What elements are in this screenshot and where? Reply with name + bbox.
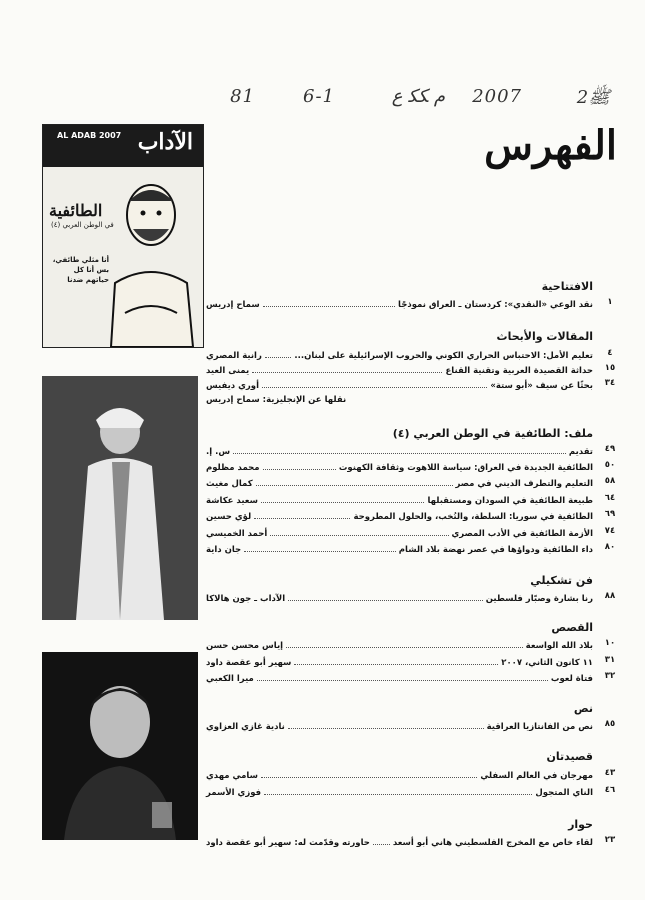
entry-title: طبيعة الطائفية في السودان ومستقبلها [427, 496, 593, 506]
toc-entry[interactable] [206, 785, 621, 799]
leader-dots [256, 476, 453, 486]
leader-dots [244, 542, 396, 552]
entry-author: سامي مهدي [206, 771, 258, 781]
entry-title: ١١ كانون الثاني، ٢٠٠٧ [501, 658, 593, 668]
page-number: ٦٤ [604, 493, 616, 503]
page-number: ٣٤ [604, 378, 616, 388]
leader-dots [263, 460, 336, 470]
leader-dots [373, 835, 390, 845]
page-number: ٨٥ [604, 719, 616, 729]
entry-author: سعيد عكاشة [206, 496, 258, 506]
handwritten-fragment: 2007 [472, 86, 522, 107]
magazine-cover-image [42, 124, 204, 348]
toc-entry[interactable] [206, 655, 621, 669]
leader-dots [294, 655, 498, 665]
leader-dots [261, 768, 477, 778]
page-number: ٣١ [604, 655, 616, 665]
cover-logo: الآداب [137, 129, 193, 155]
section-heading: القصص [551, 621, 593, 634]
page-number: ٥٠ [604, 460, 616, 470]
entry-author: سهير أبو عقصة داود [206, 658, 292, 668]
entry-author: لؤي حسين [206, 512, 252, 522]
entry-title: الطائفية في سوريا: السلطة، والنُخب، والحلول المطروحة [353, 512, 593, 522]
handwritten-fragment: 81 [230, 86, 255, 107]
toc-entry[interactable] [206, 363, 621, 377]
entry-author: إياس محسن حسن [206, 641, 284, 651]
toc-entry[interactable] [206, 768, 621, 782]
entry-author: كمال مغيث [206, 479, 253, 489]
page-title: الفهرس [484, 122, 617, 169]
entry-author: رانية المصري [206, 351, 262, 361]
entry-title: فتاة لعوب [550, 674, 593, 684]
page-number: ٤٣ [604, 768, 616, 778]
page-number: ٣٢ [604, 671, 616, 681]
leader-dots [263, 297, 395, 307]
section-heading: نص [573, 702, 593, 715]
page-number: ٤٦ [604, 785, 616, 795]
portrait-photo-1 [42, 376, 198, 620]
entry-title: تقديم [568, 447, 593, 457]
toc-entry[interactable] [206, 348, 621, 362]
cover-latin-title: AL ADAB 2007 [57, 131, 122, 140]
leader-dots [252, 363, 442, 373]
leader-dots [261, 493, 424, 503]
toc-entry[interactable] [206, 591, 621, 605]
page-number: ٧٤ [604, 526, 616, 536]
entry-title: الطائفية الجديدة في العراق: سياسة اللاهوت وثقافة الكهنوت [338, 463, 593, 473]
page-number: ١ [607, 297, 613, 307]
entry-title: رنا بشارة وصبّار فلسطين [485, 594, 593, 604]
entry-title: تعليم الأمل: الاحتباس الحراري الكوني والحروب الإسرائيلية على لبنان... [294, 351, 593, 361]
cover-illustration [103, 173, 203, 347]
toc-entry[interactable] [206, 719, 621, 733]
entry-title: الناي المتجول [535, 788, 593, 798]
leader-dots [288, 719, 484, 729]
leader-dots [254, 509, 350, 519]
handwritten-fragment: م ﻜﻜ ع [391, 86, 445, 107]
toc-entry[interactable] [206, 835, 621, 849]
toc-entry[interactable] [206, 297, 621, 311]
page-number: ٦٩ [604, 509, 616, 519]
handwritten-fragment: ﷺ2 [576, 87, 610, 108]
portrait-photo-2 [42, 652, 198, 840]
entry-author: جان داية [206, 545, 242, 555]
leader-dots [264, 785, 532, 795]
entry-title: نص من الفانتازيا العراقية [486, 722, 593, 732]
toc-entry[interactable] [206, 444, 621, 458]
toc-entry[interactable] [206, 526, 621, 540]
entry-title: التعليم والتطرف الديني في مصر [455, 479, 593, 489]
page-number: ٨٠ [604, 542, 616, 552]
entry-author: يمنى العيد [206, 366, 250, 376]
entry-author: محمد مظلوم [206, 463, 260, 473]
handwritten-fragment: 6-1 [303, 86, 335, 107]
leader-dots [288, 591, 483, 601]
leader-dots [233, 444, 566, 454]
section-heading: المقالات والأبحاث [496, 330, 593, 343]
toc-entry[interactable] [206, 493, 621, 507]
leader-dots [286, 638, 523, 648]
section-heading: قصيدتان [546, 750, 593, 763]
leader-dots [270, 526, 448, 536]
section-heading: فن تشكيلي [530, 574, 593, 587]
entry-title: حداثة القصيدة العربية وتقنية القناع [445, 366, 593, 376]
entry-title: داء الطائفية ودواؤها في عصر نهضة بلاد الشام [398, 545, 593, 555]
section-heading: ملف: الطائفية في الوطن العربي (٤) [392, 427, 593, 440]
entry-author: س. إ. [206, 447, 231, 457]
page-number: ١٥ [604, 363, 616, 373]
entry-author: الآداب ـ جون هالاكا [206, 594, 286, 604]
toc-entry[interactable] [206, 638, 621, 652]
page-number: ٢٣ [604, 835, 616, 845]
handwritten-note [230, 86, 610, 112]
entry-author: نادية غازي العزاوي [206, 722, 285, 732]
page-number: ٤ [607, 348, 613, 358]
page-number: ٨٨ [604, 591, 616, 601]
toc-entry[interactable] [206, 671, 621, 685]
leader-dots [262, 378, 487, 388]
entry-title: نقد الوعي «النقدي»: كردستان ـ العراق نموذجًا [398, 300, 593, 310]
leader-dots [265, 348, 292, 358]
section-heading: حوار [568, 818, 593, 831]
page-number: ١٠ [604, 638, 616, 648]
entry-title: بحثًا عن سيف «أبو ستة» [490, 381, 593, 391]
entry-title: الأزمة الطائفية في الأدب المصري [451, 529, 593, 539]
toc-entry[interactable] [206, 476, 621, 490]
page-number: ٥٨ [604, 476, 616, 486]
entry-author: أحمد الخميسي [206, 529, 268, 539]
cover-headline: الطائفية [49, 201, 103, 220]
cover-quote: أنا مثلي طائفي، بس أنا كل حياتهم ضدنا [52, 256, 109, 284]
entry-author: حاورته وقدّمت له: سهير أبو عقصة داود [206, 838, 370, 848]
entry-author: ميرا الكعبي [206, 674, 254, 684]
toc-entry[interactable] [206, 542, 621, 556]
entry-author: سماح إدريس [206, 300, 260, 310]
leader-dots [257, 671, 548, 681]
section-heading: الافتتاحية [541, 280, 593, 293]
entry-title: مهرجان في العالم السفلي [480, 771, 593, 781]
entry-title: بلاد الله الواسعة [525, 641, 593, 651]
page-number: ٤٩ [604, 444, 616, 454]
entry-author: فوزي الأسمر [206, 788, 262, 798]
cover-subhead: في الوطن العربي (٤) [51, 221, 114, 229]
entry-title: لقاء خاص مع المخرج الفلسطيني هاني أبو أسعد [392, 838, 593, 848]
toc-entry[interactable] [206, 509, 621, 523]
toc-entry[interactable] [206, 460, 621, 474]
toc-entry[interactable] [206, 378, 621, 392]
translator-note: نقلها عن الإنجليزية: سماح إدريس [206, 395, 347, 405]
entry-author: أوري ديفيس [206, 381, 259, 391]
